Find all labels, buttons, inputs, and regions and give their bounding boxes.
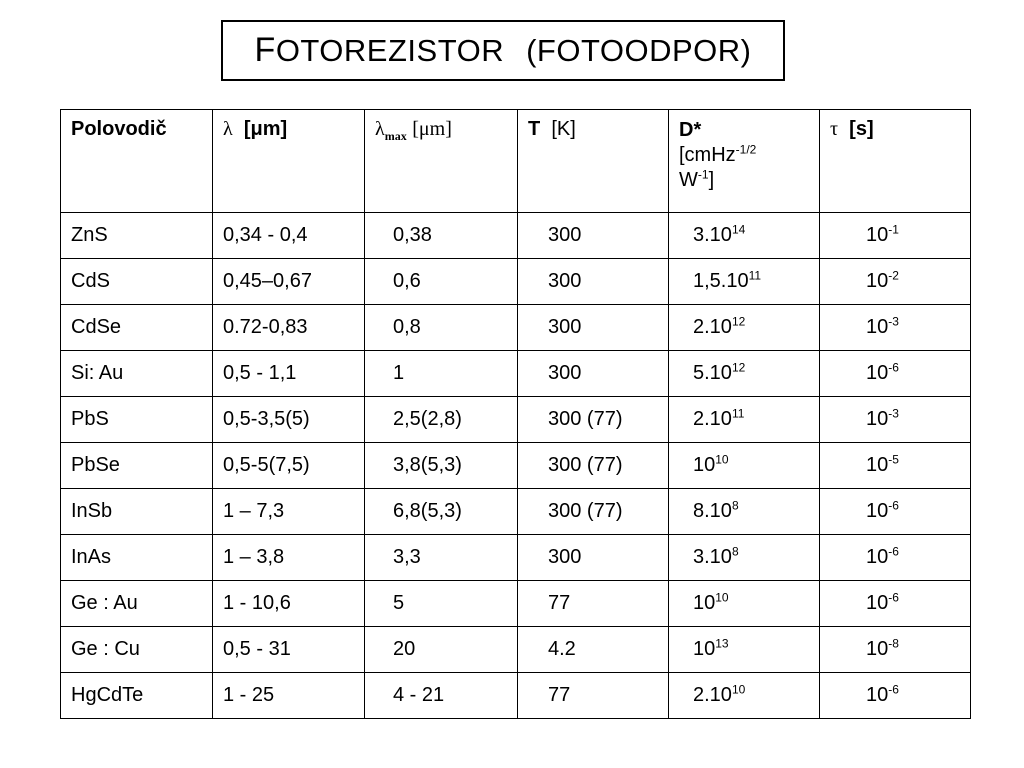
- lambda-text: 0,5 - 31: [223, 638, 291, 660]
- lambda-max-text: 0,38: [393, 224, 432, 246]
- tau-base: 10: [866, 408, 889, 430]
- d-base: 8.10: [693, 500, 732, 522]
- cell-detectivity: [669, 489, 820, 535]
- cell-lambda-max: [365, 673, 518, 719]
- cell-detectivity: [669, 443, 820, 489]
- cell-detectivity: [669, 305, 820, 351]
- cell-temperature: [518, 443, 669, 489]
- temp-text: 77: [548, 684, 571, 706]
- d-base: 2.10: [693, 316, 732, 338]
- table-row: [61, 489, 971, 535]
- cell-lambda-max: [365, 489, 518, 535]
- lambda-text: 0,45–0,67: [223, 270, 312, 292]
- d-exp: 12: [731, 360, 746, 375]
- cell-detectivity: [669, 581, 820, 627]
- cell-lambda-max: [365, 213, 518, 259]
- temp-text: 300: [548, 362, 582, 384]
- cell-lambda: [213, 397, 365, 443]
- tau-base: 10: [866, 362, 889, 384]
- cell-lambda: [213, 259, 365, 305]
- temp-text: 300: [548, 546, 582, 568]
- lambda-max-text: 5: [393, 592, 405, 614]
- table-row: [61, 443, 971, 489]
- d-base: 10: [693, 454, 716, 476]
- cell-lambda: [213, 443, 365, 489]
- d-base: 2.10: [693, 408, 732, 430]
- tau-exp: -6: [888, 544, 899, 559]
- lambda-max-text: 6,8(5,3): [393, 500, 462, 522]
- cell-lambda-max: [365, 351, 518, 397]
- d-base: 10: [693, 638, 716, 660]
- lambda-max-text: 0,8: [393, 316, 421, 338]
- cell-lambda: [213, 581, 365, 627]
- cell-material: [61, 535, 213, 581]
- cell-material: [61, 351, 213, 397]
- d-base: 2.10: [693, 684, 732, 706]
- cell-material: [61, 489, 213, 535]
- table-row: [61, 627, 971, 673]
- tau-base: 10: [866, 270, 889, 292]
- cell-material: [61, 259, 213, 305]
- d-unit-2-sup: -1: [697, 167, 709, 182]
- lambda-max-text: 3,8(5,3): [393, 454, 462, 476]
- d-unit-2-close: ]: [708, 169, 715, 191]
- temp-text: 77: [548, 592, 571, 614]
- cell-temperature: [518, 581, 669, 627]
- d-exp: 11: [731, 406, 745, 421]
- header-row: [61, 110, 971, 213]
- header-material: Polovodič: [61, 110, 213, 213]
- cell-temperature: [518, 489, 669, 535]
- lambda-text: 0.72-0,83: [223, 316, 308, 338]
- lambda-text: 0,34 - 0,4: [223, 224, 308, 246]
- lambda-max-text: 2,5(2,8): [393, 408, 462, 430]
- tau-exp: -6: [888, 498, 899, 513]
- header-detectivity: [669, 110, 820, 213]
- d-exp: 11: [748, 268, 762, 283]
- material-text: HgCdTe: [71, 684, 144, 706]
- tau-base: 10: [866, 316, 889, 338]
- header-lambda-max: [365, 110, 518, 213]
- cell-temperature: [518, 535, 669, 581]
- lambda-max-text: 1: [393, 362, 405, 384]
- lambda-max-symbol: λ: [375, 118, 385, 140]
- table-row: [61, 305, 971, 351]
- lambda-text: 0,5 - 1,1: [223, 362, 297, 384]
- tau-symbol: τ: [830, 118, 839, 140]
- tau-exp: -5: [888, 452, 899, 467]
- cell-tau: [820, 535, 971, 581]
- temp-text: 300: [548, 316, 582, 338]
- material-text: InAs: [71, 546, 112, 568]
- lambda-text: 0,5-5(7,5): [223, 454, 310, 476]
- cell-temperature: [518, 627, 669, 673]
- cell-detectivity: [669, 351, 820, 397]
- cell-temperature: [518, 397, 669, 443]
- lambda-max-sub: max: [384, 129, 407, 143]
- temp-text: 300: [548, 224, 582, 246]
- lambda-unit: [μm]: [243, 118, 288, 140]
- table-row: [61, 213, 971, 259]
- cell-tau: [820, 627, 971, 673]
- title-rest: OTOREZISTOR: [275, 32, 505, 68]
- d-exp: 10: [715, 452, 729, 467]
- d-exp: 10: [731, 682, 746, 697]
- lambda-text: 0,5-3,5(5): [223, 408, 310, 430]
- header-lambda: [213, 110, 365, 213]
- tau-base: 10: [866, 454, 889, 476]
- d-exp: 13: [715, 636, 729, 651]
- material-text: InSb: [71, 500, 113, 522]
- d-unit-1-sup: -1/2: [735, 142, 757, 157]
- cell-tau: [820, 259, 971, 305]
- cell-lambda-max: [365, 305, 518, 351]
- header-temperature: [518, 110, 669, 213]
- tau-exp: -6: [888, 590, 899, 605]
- cell-lambda-max: [365, 259, 518, 305]
- tau-base: 10: [866, 592, 889, 614]
- cell-temperature: [518, 213, 669, 259]
- temp-text: 300 (77): [548, 500, 623, 522]
- cell-tau: [820, 351, 971, 397]
- tau-base: 10: [866, 638, 889, 660]
- temp-text: 4.2: [548, 638, 576, 660]
- lambda-text: 1 – 3,8: [223, 546, 285, 568]
- d-unit-1: [cmHz: [679, 144, 736, 166]
- d-exp: 12: [731, 314, 746, 329]
- table-row: [61, 397, 971, 443]
- cell-tau: [820, 489, 971, 535]
- table-row: [61, 351, 971, 397]
- tau-base: 10: [866, 684, 889, 706]
- tau-exp: -3: [888, 314, 899, 329]
- cell-material: [61, 213, 213, 259]
- d-base: 10: [693, 592, 716, 614]
- cell-lambda: [213, 673, 365, 719]
- d-exp: 10: [715, 590, 729, 605]
- title-paren: (FOTOODPOR): [526, 32, 752, 68]
- cell-tau: [820, 581, 971, 627]
- cell-temperature: [518, 673, 669, 719]
- temp-text: 300: [548, 270, 582, 292]
- cell-lambda-max: [365, 535, 518, 581]
- lambda-max-text: 4 - 21: [393, 684, 445, 706]
- tau-exp: -6: [888, 682, 899, 697]
- temp-text: 300 (77): [548, 408, 623, 430]
- tau-exp: -3: [888, 406, 899, 421]
- cell-lambda-max: [365, 627, 518, 673]
- table-row: [61, 673, 971, 719]
- tau-exp: -8: [888, 636, 899, 651]
- tau-exp: -1: [888, 222, 899, 237]
- d-exp: 14: [731, 222, 746, 237]
- cell-lambda-max: [365, 581, 518, 627]
- d-base: 1,5.10: [693, 270, 749, 292]
- table-row: [61, 259, 971, 305]
- cell-material: [61, 673, 213, 719]
- cell-lambda: [213, 627, 365, 673]
- cell-material: [61, 305, 213, 351]
- material-text: Ge : Au: [71, 592, 138, 614]
- cell-detectivity: [669, 673, 820, 719]
- tau-unit: [s]: [849, 118, 874, 140]
- cell-tau: [820, 673, 971, 719]
- header-tau: [820, 110, 971, 213]
- material-text: PbSe: [71, 454, 120, 476]
- lambda-text: 1 – 7,3: [223, 500, 285, 522]
- material-text: ZnS: [71, 224, 108, 246]
- cell-lambda: [213, 351, 365, 397]
- cell-material: [61, 443, 213, 489]
- d-base: 3.10: [693, 546, 732, 568]
- table-row: [61, 535, 971, 581]
- material-text: CdSe: [71, 316, 122, 338]
- lambda-max-text: 0,6: [393, 270, 421, 292]
- lambda-max-unit: [μm]: [412, 118, 452, 140]
- cell-detectivity: [669, 627, 820, 673]
- d-base: 5.10: [693, 362, 732, 384]
- lambda-text: 1 - 25: [223, 684, 275, 706]
- cell-material: [61, 581, 213, 627]
- tau-exp: -6: [888, 360, 899, 375]
- cell-material: [61, 397, 213, 443]
- material-text: CdS: [71, 270, 110, 292]
- cell-lambda-max: [365, 443, 518, 489]
- table-row: [61, 581, 971, 627]
- photoresistor-table: [60, 109, 971, 719]
- d-unit-2: W: [679, 169, 698, 191]
- title-initial: F: [254, 31, 276, 69]
- cell-lambda: [213, 213, 365, 259]
- cell-lambda: [213, 489, 365, 535]
- tau-base: 10: [866, 500, 889, 522]
- temp-text: 300 (77): [548, 454, 623, 476]
- material-text: Si: Au: [71, 362, 124, 384]
- cell-lambda: [213, 305, 365, 351]
- cell-lambda: [213, 535, 365, 581]
- temp-symbol: T: [528, 118, 541, 140]
- lambda-text: 1 - 10,6: [223, 592, 291, 614]
- cell-tau: [820, 213, 971, 259]
- cell-temperature: [518, 351, 669, 397]
- cell-detectivity: [669, 397, 820, 443]
- temp-unit: [K]: [551, 118, 576, 140]
- cell-tau: [820, 397, 971, 443]
- d-star: D*: [679, 119, 702, 141]
- d-exp: 8: [731, 544, 739, 559]
- cell-tau: [820, 443, 971, 489]
- tau-exp: -2: [888, 268, 899, 283]
- lambda-max-text: 3,3: [393, 546, 421, 568]
- cell-temperature: [518, 259, 669, 305]
- cell-detectivity: [669, 213, 820, 259]
- cell-detectivity: [669, 535, 820, 581]
- cell-temperature: [518, 305, 669, 351]
- cell-lambda-max: [365, 397, 518, 443]
- d-exp: 8: [731, 498, 739, 513]
- cell-tau: [820, 305, 971, 351]
- cell-detectivity: [669, 259, 820, 305]
- page-title: [221, 20, 785, 81]
- material-text: PbS: [71, 408, 109, 430]
- lambda-max-text: 20: [393, 638, 416, 660]
- tau-base: 10: [866, 546, 889, 568]
- d-base: 3.10: [693, 224, 732, 246]
- material-text: Ge : Cu: [71, 638, 140, 660]
- tau-base: 10: [866, 224, 889, 246]
- lambda-symbol: λ: [223, 118, 233, 140]
- cell-material: [61, 627, 213, 673]
